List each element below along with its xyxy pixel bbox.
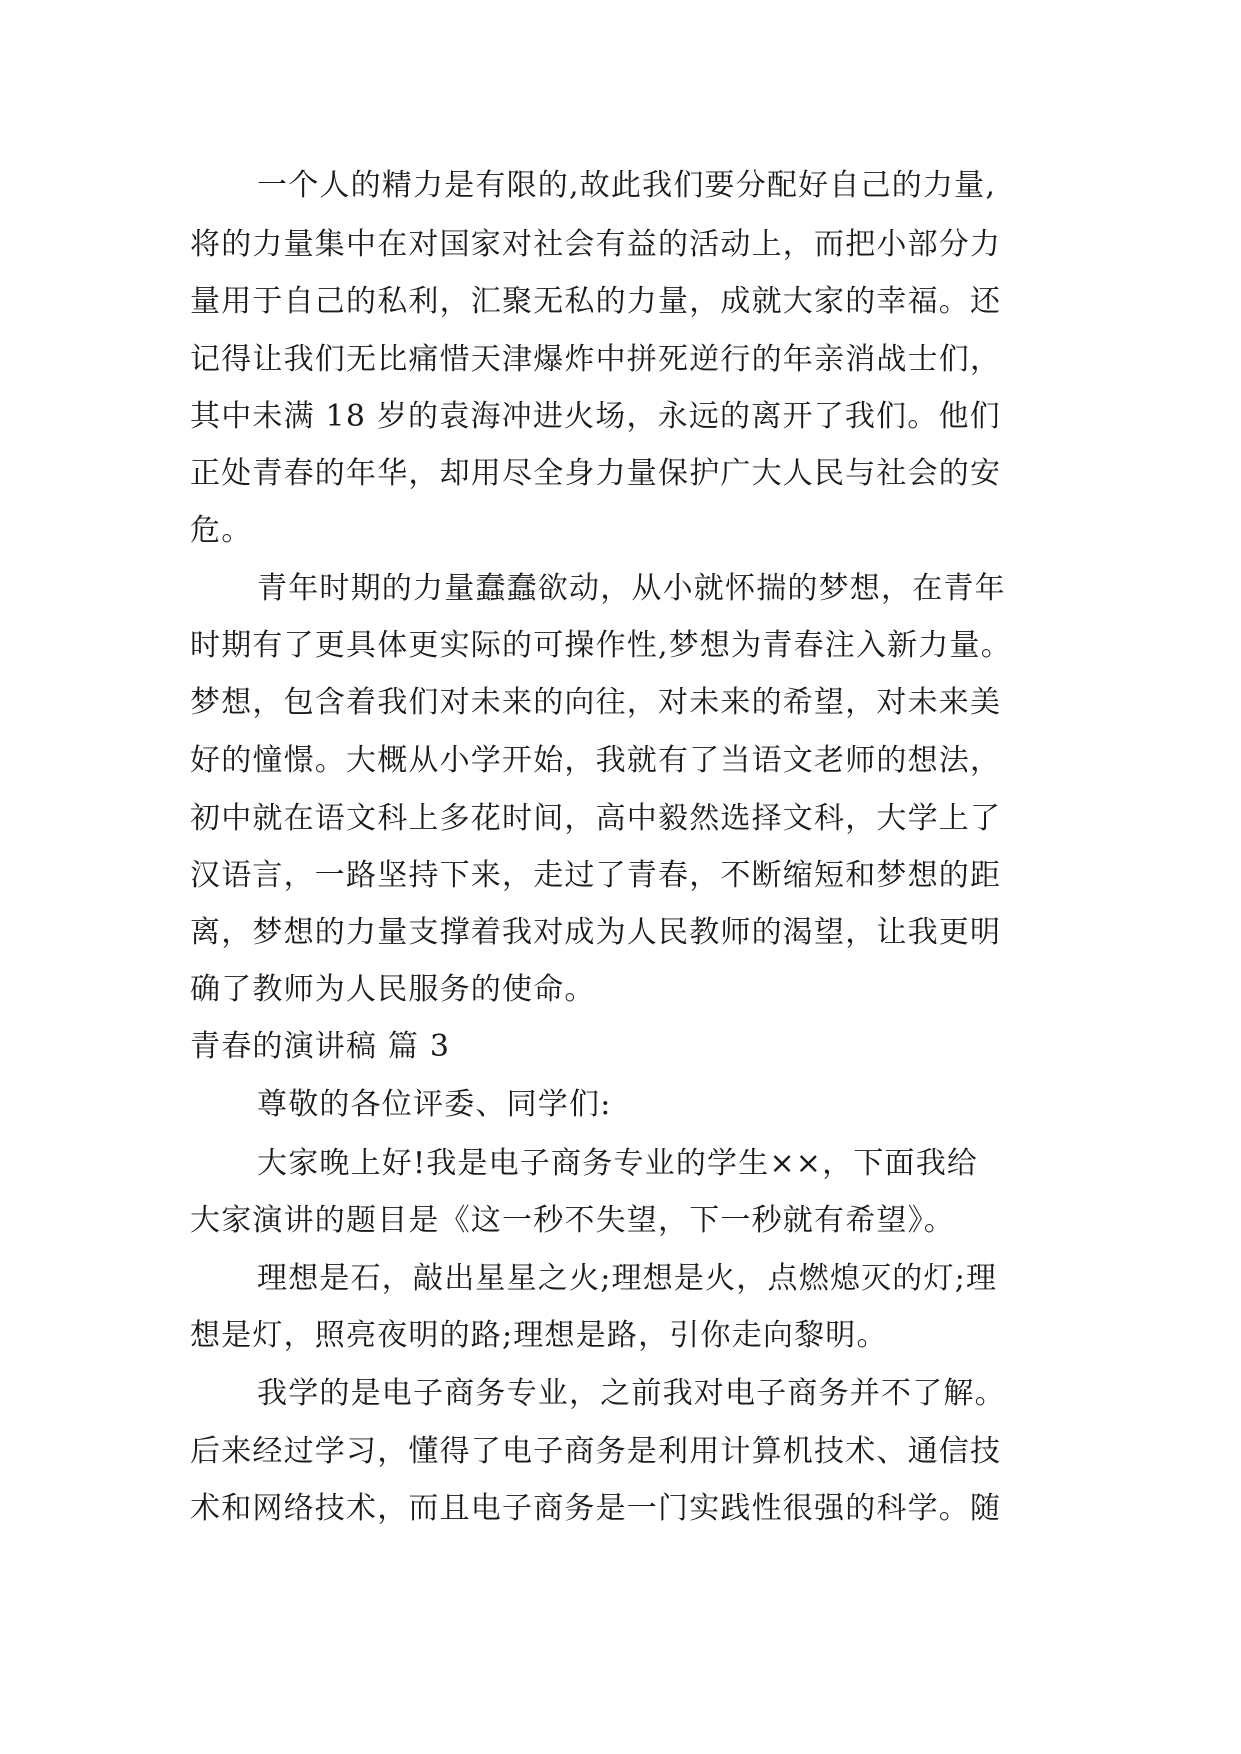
paragraph-line: 离，梦想的力量支撑着我对成为人民教师的渴望，让我更明 (190, 915, 1002, 950)
paragraph-line: 后来经过学习，懂得了电子商务是利用计算机技术、通信技 (190, 1434, 1002, 1469)
paragraph-line: 记得让我们无比痛惜天津爆炸中拼死逆行的年亲消战士们， (190, 342, 1002, 377)
paragraph-line: 梦想，包含着我们对未来的向往，对未来的希望，对未来美 (190, 685, 1002, 720)
paragraph-line: 理想是石，敲出星星之火;理想是火，点燃熄灭的灯;理 (257, 1261, 998, 1296)
paragraph-line: 青年时期的力量蠢蠢欲动，从小就怀揣的梦想，在青年 (257, 571, 1006, 606)
section-heading: 青春的演讲稿 篇 3 (190, 1029, 451, 1064)
paragraph-line: 术和网络技术，而且电子商务是一门实践性很强的科学。随 (190, 1491, 1002, 1526)
paragraph-line: 好的憧憬。大概从小学开始，我就有了当语文老师的想法， (190, 743, 1002, 778)
paragraph-line: 量用于自己的私利，汇聚无私的力量，成就大家的幸福。还 (190, 284, 1002, 319)
paragraph-line: 一个人的精力是有限的,故此我们要分配好自己的力量, (257, 168, 997, 203)
paragraph-line: 危。 (190, 513, 253, 548)
paragraph-line: 我学的是电子商务专业，之前我对电子商务并不了解。 (257, 1376, 1006, 1411)
paragraph-line: 其中未满 18 岁的袁海冲进火场，永远的离开了我们。他们 (190, 399, 1001, 434)
paragraph-line: 想是灯，照亮夜明的路;理想是路，引你走向黎明。 (190, 1318, 888, 1353)
paragraph-line: 汉语言，一路坚持下来，走过了青春，不断缩短和梦想的距 (190, 858, 1002, 893)
paragraph-line: 尊敬的各位评委、同学们: (257, 1087, 612, 1122)
paragraph-line: 大家晚上好!我是电子商务专业的学生××，下面我给 (257, 1146, 979, 1181)
paragraph-line: 时期有了更具体更实际的可操作性,梦想为青春注入新力量。 (190, 628, 1012, 663)
paragraph-line: 大家演讲的题目是《这一秒不失望，下一秒就有希望》。 (190, 1203, 955, 1238)
paragraph-line: 将的力量集中在对国家对社会有益的活动上，而把小部分力 (190, 227, 1002, 262)
paragraph-line: 正处青春的年华，却用尽全身力量保护广大人民与社会的安 (190, 456, 1002, 491)
paragraph-line: 确了教师为人民服务的使命。 (190, 972, 596, 1007)
paragraph-line: 初中就在语文科上多花时间，高中毅然选择文科，大学上了 (190, 801, 1002, 836)
